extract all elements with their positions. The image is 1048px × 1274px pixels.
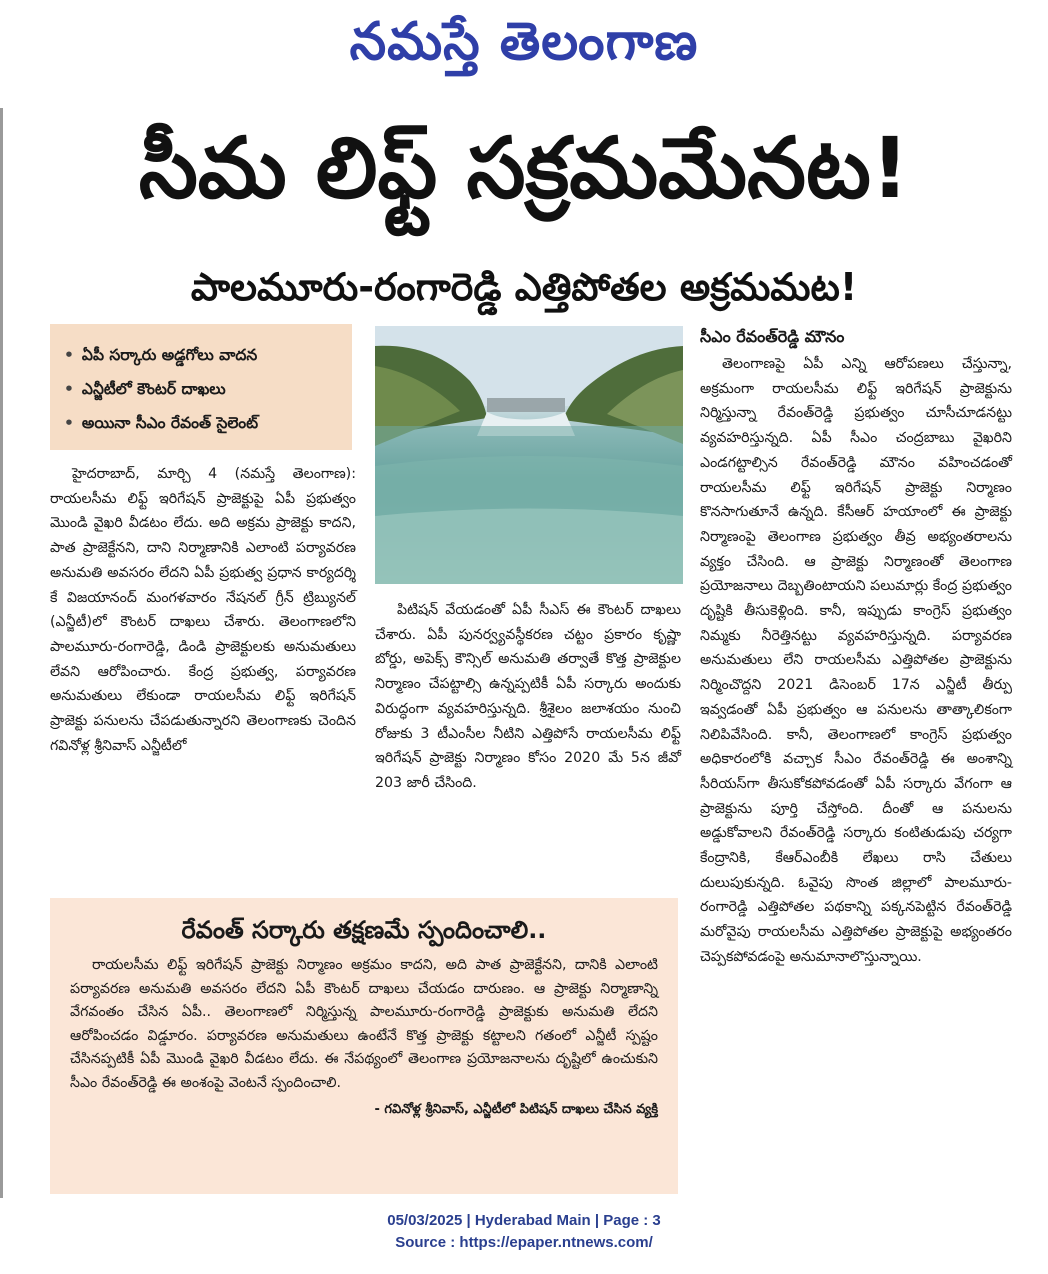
footer-edition-info: 05/03/2025 | Hyderabad Main | Page : 3 — [387, 1212, 661, 1229]
page-footer — [0, 1210, 1048, 1254]
reservoir-photo — [375, 326, 683, 584]
quote-attribution: - గవినోళ్ల శ్రీనివాస్, ఎన్జీటీలో పిటిషన్ దాఖలు చేసిన వ్యక్తి — [374, 1101, 658, 1117]
headline: సీమ లిఫ్ట్ సక్రమమేనట! — [138, 119, 910, 217]
masthead-logo: నమస్తే తెలంగాణ — [349, 12, 699, 72]
article-column-1 — [50, 462, 356, 758]
quote-box-title: రేవంత్ సర్కారు తక్షణమే స్పందించాలి.. — [181, 916, 547, 944]
left-column-rule — [0, 108, 3, 1198]
column-subheading: సీఎం రేవంత్‌రెడ్డి మౌనం — [700, 327, 845, 346]
highlight-item: • ఎన్జీటీలో కౌంటర్ దాఖలు — [64, 372, 342, 406]
quote-box-text: రాయలసీమ లిఫ్ట్ ఇరిగేషన్ ప్రాజెక్టు నిర్మాణం అక్రమం కాదని, అది పాత ప్రాజెక్టేనని, దానికి ఎలాంటి పర్యావరణ అనుమతి అవసరం లేదని ఏపీ కౌంటర్ దాఖలు చేయడం దారుణం. ఆ ప్రాజెక్టు నిర్మాణాన్ని వేగవంతం చేసిన ఏపీ.. తెలంగాణలో నిర్మిస్తున్న పాలమూరు-రంగారెడ్డి ప్రాజెక్టుకు అనుమతి లేదని ఆరోపించడం విడ్డూరం. పర్యావరణ అనుమతులు ఉంటేనే కొత్త ప్రాజెక్టు కట్టాలని గతంలో ఎన్జీటీ స్పష్టం చేసినప్పటికీ ఏపీ మొండి వైఖరి వీడటం లేదు. ఈ నేపథ్యంలో తెలంగాణ ప్రయోజనాలను దృష్టిలో ఉంచుకుని సీఎం రేవంత్‌రెడ్డి ఈ అంశంపై వెంటనే స్పందించాలి. — [70, 957, 658, 1091]
article-paragraph: పిటిషన్ వేయడంతో ఏపీ సీఎస్ ఈ కౌంటర్ దాఖలు చేశారు. ఏపీ పునర్వ్యవస్థీకరణ చట్టం ప్రకారం కృష్ణా బోర్డు, అపెక్స్ కౌన్సిల్ అనుమతి తర్వాతే కొత్త ప్రాజెక్టుల నిర్మాణం చేపట్టాల్సి ఉన్నప్పటికీ ఏపీ సర్కారు అందుకు విరుద్ధంగా వ్యవహరిస్తున్నది. శ్రీశైలం జలాశయం నుంచి రోజుకు 3 టీఎంసీల నీటిని ఎత్తిపోసే రాయలసీమ లిఫ్ట్ ఇరిగేషన్ ప్రాజెక్టు నిర్మాణం కోసం 2020 మే 5న జీవో 203 జారీ చేసింది. — [375, 602, 681, 791]
reservoir-photo-illustration — [375, 326, 683, 584]
article-paragraph: తెలంగాణపై ఏపీ ఎన్ని ఆరోపణలు చేస్తున్నా, అక్రమంగా రాయలసీమ లిఫ్ట్ ఇరిగేషన్ ప్రాజెక్టును నిర్మిస్తున్నా రేవంత్‌రెడ్డి ప్రభుత్వం చూసీచూడనట్టు వ్యవహరిస్తున్నది. ఏపీ సీఎం చంద్రబాబు వైఖరిని ఎండగట్టాల్సిన రేవంత్‌రెడ్డి మౌనం వహించడంతో రాయలసీమ లిఫ్ట్ ఇరిగేషన్ ప్రాజెక్టు నిర్మాణం కొనసాగుతూనే ఉన్నది. కేసీఆర్ హయాంలో ఈ ప్రాజెక్టు నిర్మాణంపై తెలంగాణ ప్రభుత్వం తీవ్ర అభ్యంతరాలను వ్యక్తం చేసింది. ఆ ప్రాజెక్టు నిర్మాణంతో తెలంగాణ ప్రయోజనాలు దెబ్బతింటాయని పలుమార్లు కేంద్ర ప్రభుత్వం దృష్టికి తీసుకెళ్లింది. కానీ, ఇప్పుడు కాంగ్రెస్ ప్రభుత్వం నిమ్మకు నీరెత్తినట్టు వ్యవహరిస్తున్నది. పర్యావరణ అనుమతులు లేని రాయలసీమ ఎత్తిపోతల ప్రాజెక్టును నిర్మించొద్దని 2021 డిసెంబర్ 17న ఎన్జీటీ తీర్పు ఇవ్వడంతో ఏపీ ప్రభుత్వం ఆ పనులను తాత్కాలికంగా నిలిపివేసింది. కానీ, తెలంగాణలో కాంగ్రెస్ ప్రభుత్వం అధికారంలోకి వచ్చాక సీఎం రేవంత్‌రెడ్డి ఈ అంశాన్ని సీరియస్‌గా తీసుకోకపోవడంతో ఏపీ సర్కారు వేగంగా ఆ ప్రాజెక్టును పూర్తి చేస్తోంది. దీంతో ఆ పనులను అడ్డుకోవాలని రేవంత్‌రెడ్డి సర్కారు కంటితుడుపు చర్యగా కేంద్రానికి, కేఆర్‌ఎంబీకి లేఖలు రాసి చేతులు దులుపుకున్నది. ఓవైపు సొంత జిల్లాలో పాలమూరు-రంగారెడ్డి ఎత్తిపోతల పథకాన్ని పక్కనపెట్టిన రేవంత్‌రెడ్డి మరోవైపు రాయలసీమ ఎత్తిపోతల ప్రాజెక్టుపై అభ్యంతరం చెప్పకపోవడంపై అనుమానాలొస్తున్నాయి. — [700, 356, 1012, 965]
highlight-item: • ఏపీ సర్కారు అడ్డగోలు వాదన — [64, 338, 342, 372]
footer-source-link[interactable]: Source : https://epaper.ntnews.com/ — [395, 1234, 653, 1251]
highlights-box — [50, 324, 352, 450]
subheadline: పాలమూరు-రంగారెడ్డి ఎత్తిపోతల అక్రమమట! — [190, 265, 858, 309]
highlight-item: • అయినా సీఎం రేవంత్ సైలెంట్ — [64, 406, 342, 440]
article-paragraph: హైదరాబాద్, మార్చి 4 (నమస్తే తెలంగాణ): రాయలసీమ లిఫ్ట్ ఇరిగేషన్ ప్రాజెక్టుపై ఏపీ ప్రభుత్వం మొండి వైఖరి వీడటం లేదు. అది అక్రమ ప్రాజెక్టు కాదని, పాత ప్రాజెక్టేనని, దాని నిర్మాణానికి ఎలాంటి పర్యావరణ అనుమతి అవసరం లేదని ఏపీ ప్రభుత్వ ప్రధాన కార్యదర్శి కే విజయానంద్ మంగళవారం నేషనల్ గ్రీన్ ట్రిబ్యునల్ (ఎన్జీటీ)లో కౌంటర్ దాఖలు చేశారు. తెలంగాణలోని పాలమూరు-రంగారెడ్డి, డిండి ప్రాజెక్టులకు అనుమతులు లేవని ఆరోపించారు. కేంద్ర ప్రభుత్వ, పర్యావరణ అనుమతులు లేకుండా రాయలసీమ లిఫ్ట్ ఇరిగేషన్ ప్రాజెక్టు పనులను చేపడుతున్నారని తెలంగాణకు చెందిన గవినోళ్ల శ్రీనివాస్ ఎన్జీటీలో — [50, 466, 356, 754]
article-column-2 — [375, 598, 681, 796]
article-column-3 — [700, 324, 1012, 970]
quote-box — [50, 898, 678, 1194]
